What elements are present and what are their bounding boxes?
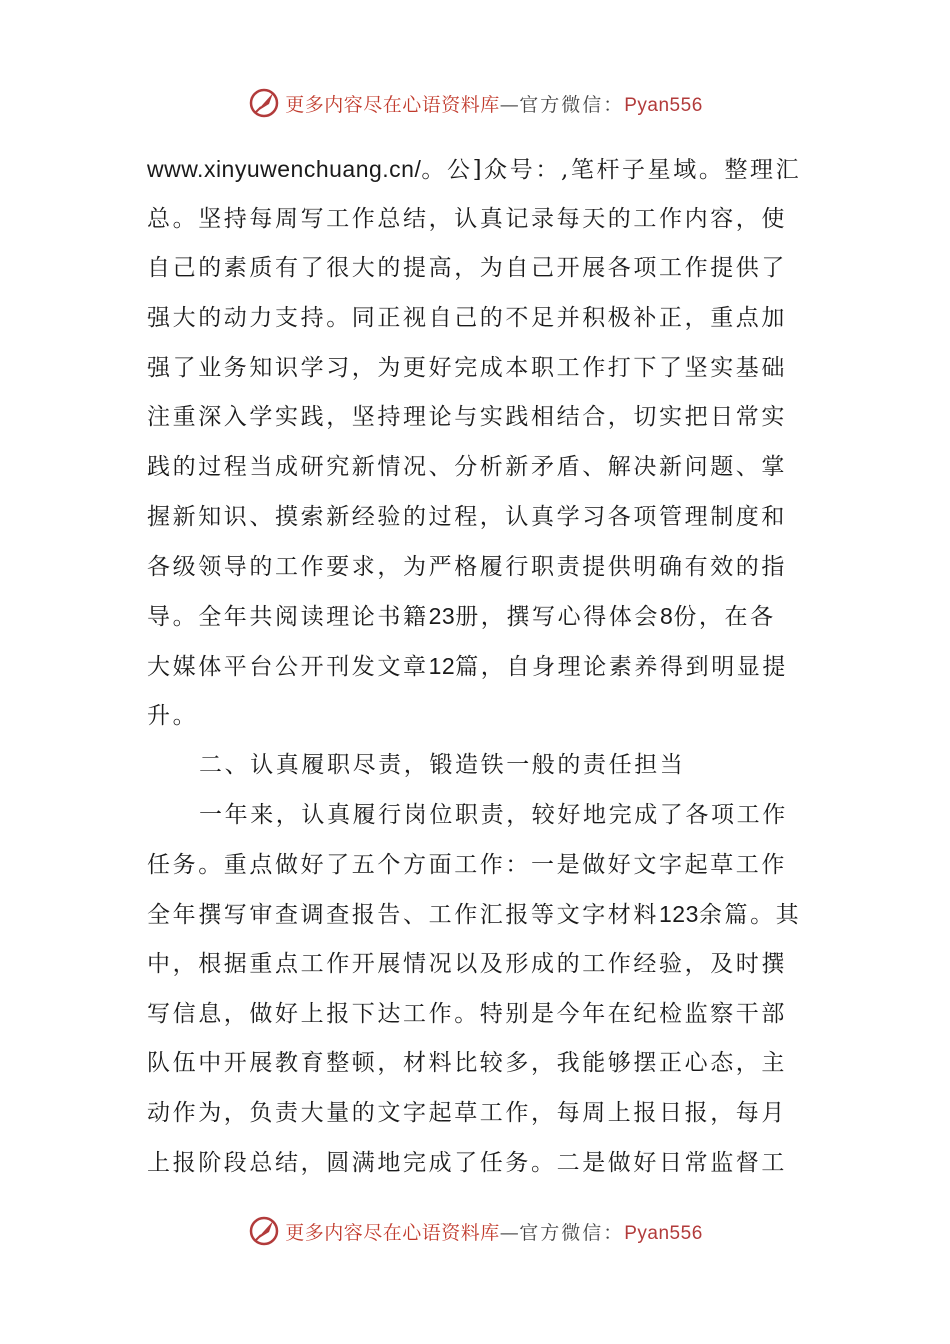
text-line-15: 任务。重点做好了五个方面工作：一是做好文字起草工作 xyxy=(147,851,787,878)
text-line-6: 注重深入学实践，坚持理论与实践相结合，切实把日常实 xyxy=(147,404,787,431)
header-wechat-handle: Pyan556 xyxy=(624,94,703,116)
text-line-20: 动作为，负责大量的文字起草工作，每周上报日报，每月 xyxy=(147,1100,787,1127)
text-line-5: 强了业务知识学习，为更好完成本职工作打下了坚实基础 xyxy=(147,354,787,381)
text-line-14: 一年来，认真履行岗位职责，较好地完成了各项工作 xyxy=(199,801,788,828)
document-body xyxy=(147,145,807,1188)
url-text: www.xinyuwenchuang.cn/ xyxy=(147,156,422,182)
text-line-12: 升。 xyxy=(147,702,199,729)
footer-ad-text: 更多内容尽在心语资料库 xyxy=(285,1221,500,1244)
text-line-18: 写信息，做好上报下达工作。特别是今年在纪检监察干部 xyxy=(147,1000,787,1027)
text-line-16: 全年撰写审查调查报告、工作汇报等文字材料123余篇。其 xyxy=(147,901,802,929)
text-line-2: 总。坚持每周写工作总结，认真记录每天的工作内容，使 xyxy=(147,205,787,232)
header-banner xyxy=(0,83,950,123)
header-dash: — xyxy=(499,93,520,116)
quill-logo-icon xyxy=(247,1214,281,1248)
text-line-10: 导。全年共阅读理论书籍23册，撰写心得体会8份，在各 xyxy=(147,603,776,631)
section-heading: 二、认真履职尽责，锻造铁一般的责任担当 xyxy=(199,752,686,779)
footer-dash: — xyxy=(499,1221,520,1244)
footer-banner-text xyxy=(285,1218,703,1245)
text-line-4: 强大的动力支持。同正视自己的不足并积极补正，重点加 xyxy=(147,305,787,332)
footer-official-label: 官方微信： xyxy=(519,1221,625,1244)
footer-banner xyxy=(0,1211,950,1251)
header-ad-text: 更多内容尽在心语资料库 xyxy=(285,93,500,116)
text-line-7: 践的过程当成研究新情况、分析新矛盾、解决新问题、掌 xyxy=(147,454,787,481)
text-line-8: 握新知识、摸索新经验的过程，认真学习各项管理制度和 xyxy=(147,503,787,530)
text-line-11: 大媒体平台公开刊发文章12篇，自身理论素养得到明显提 xyxy=(147,652,789,680)
text-line-19: 队伍中开展教育整顿，材料比较多，我能够摆正心态，主 xyxy=(147,1050,787,1077)
header-official-label: 官方微信： xyxy=(519,93,625,116)
footer-wechat-handle: Pyan556 xyxy=(624,1222,703,1244)
text-line-17: 中，根据重点工作开展情况以及形成的工作经验，及时撰 xyxy=(147,951,787,977)
quill-logo-icon xyxy=(247,86,281,120)
header-banner-text xyxy=(285,90,703,117)
text-line-21: 上报阶段总结，圆满地完成了任务。二是做好日常监督工 xyxy=(147,1149,787,1176)
text-line-3: 自己的素质有了很大的提高，为自己开展各项工作提供了 xyxy=(147,255,787,282)
text-line-9: 各级领导的工作要求，为严格履行职责提供明确有效的指 xyxy=(147,553,787,580)
text-line-1: www.xinyuwenchuang.cn/。公]众号：,笔杆子星域。整理汇 xyxy=(147,156,802,183)
